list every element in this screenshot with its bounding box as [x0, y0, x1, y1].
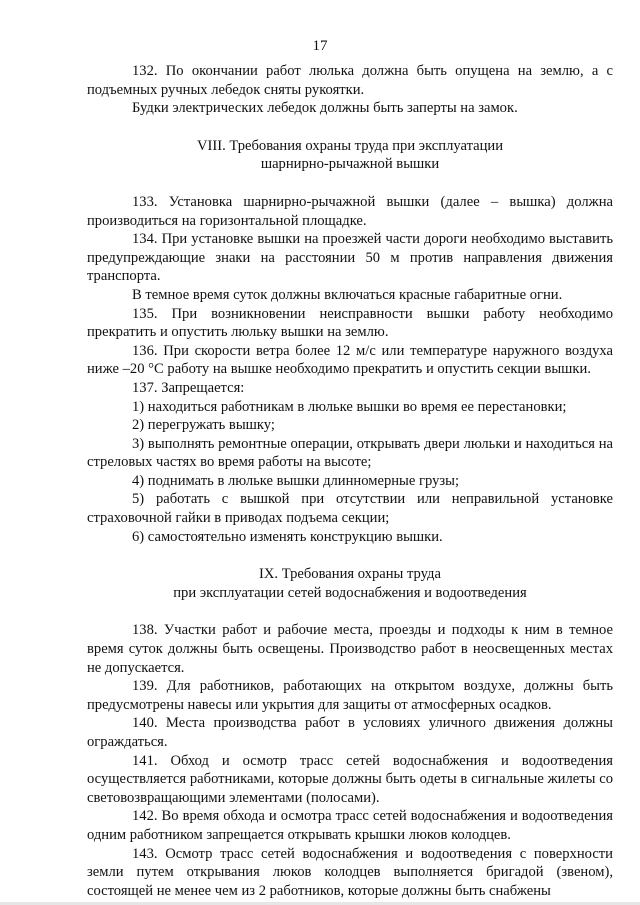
- paragraph-132: 132. По окончании работ люлька должна быть опущена на землю, а с подъемных ручных лебедок сняты рукоятки.: [87, 63, 613, 98]
- paragraph-140: 140. Места производства работ в условиях уличного движения должны ограждаться.: [87, 715, 613, 750]
- page-number: 17: [312, 38, 328, 54]
- paragraph-136: 136. При скорости ветра более 12 м/с или температуре наружного воздуха ниже –20 °С работу на вышке необходимо прекратить и опустить секции вышки.: [87, 342, 613, 378]
- list-item-137-2: 2) перегружать вышку;: [132, 417, 275, 434]
- paragraph-138: 138. Участки работ и рабочие места, проезды и подходы к ним в темное время суток должны быть освещены. Производство работ в неосвещенных местах не допускается.: [87, 622, 613, 676]
- paragraph-143: 143. Осмотр трасс сетей водоснабжения и водоотведения с поверхности земли путем открывания люков колодцев выполняется бригадой (звеном), состоящей не менее чем из 2 работников, которые должны быть снабжены: [87, 845, 613, 899]
- list-item-137-1: 1) находиться работникам в люльке вышки во время ее перестановки;: [132, 398, 567, 415]
- paragraph-139: 139. Для работников, работающих на открытом воздухе, должны быть предусмотрены навесы или укрытия для защиты от атмосферных осадков.: [87, 678, 613, 713]
- list-item-137-6: 6) самостоятельно изменять конструкцию вышки.: [132, 528, 443, 545]
- paragraph-winch-booths: Будки электрических лебедок должны быть заперты на замок.: [132, 100, 518, 117]
- paragraph-134: 134. При установке вышки на проезжей части дороги необходимо выставить предупреждающие знаки на расстоянии 50 м против направления движения транспорта.: [87, 231, 613, 285]
- paragraph-133: 133. Установка шарнирно-рычажной вышки (далее – вышка) должна производиться на горизонтальной площадке.: [87, 193, 613, 229]
- paragraph-142: 142. Во время обхода и осмотра трасс сетей водоснабжения и водоотведения одним работником запрещается открывать крышки люков колодцев.: [87, 808, 613, 843]
- paragraph-marker-lights: В темное время суток должны включаться красные габаритные огни.: [132, 286, 563, 303]
- section-8-heading: [87, 137, 613, 174]
- list-item-137-4: 4) поднимать в люльке вышки длинномерные грузы;: [132, 472, 460, 489]
- paragraph-135: 135. При возникновении неисправности вышки работу необходимо прекратить и опустить люльку вышки на землю.: [87, 305, 613, 341]
- list-item-137-5: 5) работать с вышкой при отсутствии или неправильной установке страховочной гайки в приводах подъема секции;: [87, 491, 613, 527]
- paragraph-137: 137. Запрещается:: [132, 379, 245, 396]
- paragraph-141: 141. Обход и осмотр трасс сетей водоснабжения и водоотведения осуществляется работниками, которые должны быть одеты в сигнальные жилеты со световозвращающими элементами (полосами).: [87, 752, 613, 806]
- section-9-heading-line2: при эксплуатации сетей водоснабжения и водоотведения: [173, 584, 527, 601]
- section-9-heading: [87, 565, 613, 602]
- section-8-heading-line1: VIII. Требования охраны труда при эксплуатации: [196, 137, 504, 154]
- section-8-heading-line2: шарнирно-рычажной вышки: [260, 156, 440, 173]
- section-9-heading-line1: IX. Требования охраны труда: [259, 566, 441, 583]
- list-item-137-3: 3) выполнять ремонтные операции, открывать двери люльки и находиться на стреловых частях во время работы на высоте;: [87, 435, 613, 471]
- document-body: [87, 62, 613, 900]
